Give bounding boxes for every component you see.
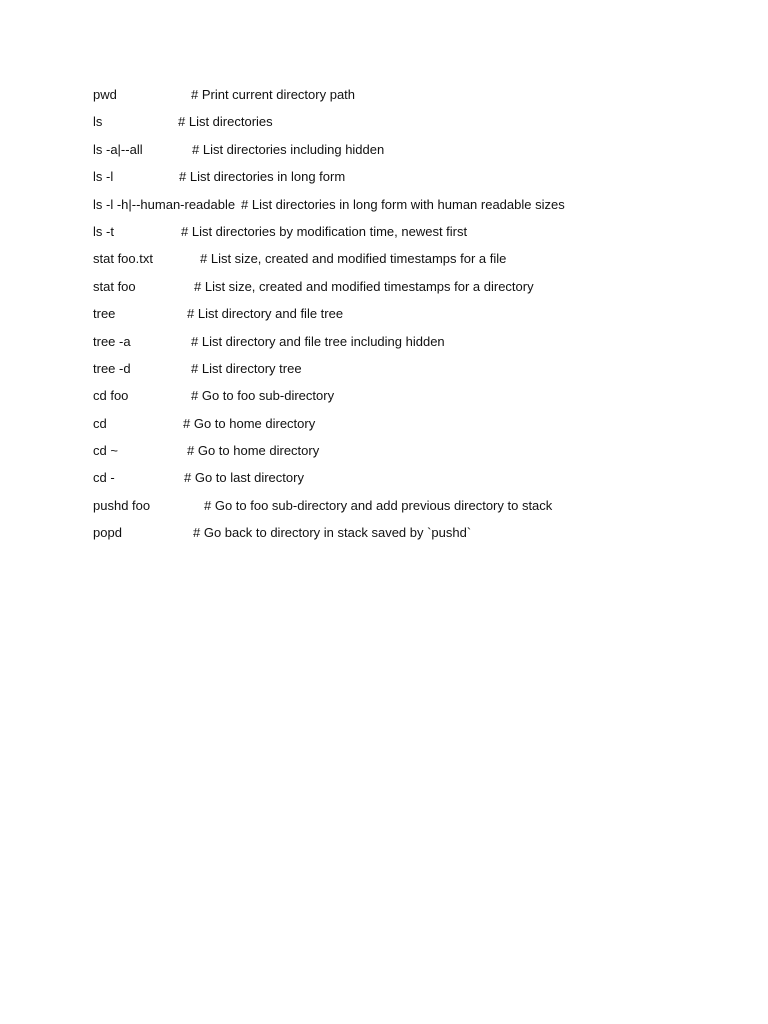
comment-text: # Go to foo sub-directory [191, 388, 335, 404]
comment-text: # List directory and file tree [187, 306, 344, 322]
command-text: pwd [93, 87, 117, 102]
command-text: popd [93, 525, 122, 541]
command-text: cd - [93, 470, 115, 486]
command-text: stat foo.txt [93, 251, 153, 267]
command-line [93, 113, 713, 140]
command-text: stat foo [93, 278, 136, 294]
command-text: cd ~ [93, 443, 118, 459]
command-line [93, 497, 713, 524]
command-line [93, 415, 713, 442]
comment-text: # List directory tree [191, 360, 302, 376]
comment-text: # List directory and file tree including hidden [191, 333, 445, 349]
command-text: pushd foo [93, 497, 151, 513]
command-text: ls -a|--all [93, 141, 143, 157]
comment-text: # Go to foo sub-directory and add previous directory to stack [204, 497, 553, 513]
command-line [93, 86, 713, 113]
command-line [93, 469, 713, 496]
command-text: ls -l [93, 169, 114, 185]
command-line [93, 333, 713, 360]
command-line [93, 387, 713, 414]
command-line [93, 196, 713, 223]
command-text: tree -a [93, 333, 131, 349]
comment-text: # Go to home directory [187, 443, 320, 459]
command-line [93, 250, 713, 277]
command-line [93, 278, 713, 305]
command-list [93, 86, 713, 552]
comment-text: # Go to home directory [183, 415, 316, 431]
comment-text: # List directories in long form [179, 169, 346, 185]
comment-text: # List directories by modification time, newest first [181, 223, 468, 239]
command-line [93, 360, 713, 387]
command-line [93, 141, 713, 168]
comment-text: # Go back to directory in stack saved by `pushd` [193, 525, 472, 541]
command-line [93, 168, 713, 195]
command-text: cd foo [93, 388, 129, 404]
comment-text: # List directories in long form with human readable sizes [241, 196, 565, 212]
comment-text: # List size, created and modified timestamps for a directory [194, 278, 534, 294]
comment-text: # List directories including hidden [192, 141, 385, 157]
command-line [93, 305, 713, 332]
comment-text: # List size, created and modified timestamps for a file [200, 251, 507, 267]
command-text: tree -d [93, 360, 131, 376]
comment-text: # Go to last directory [184, 470, 304, 486]
command-text: cd [93, 415, 107, 431]
command-text: ls [93, 114, 103, 130]
command-text: ls -l -h|--human-readable [93, 196, 236, 212]
command-line [93, 442, 713, 469]
command-line [93, 524, 713, 551]
comment-text: # Print current directory path [191, 87, 356, 102]
comment-text: # List directories [178, 114, 273, 130]
command-text: tree [93, 306, 116, 322]
command-line [93, 223, 713, 250]
command-text: ls -t [93, 223, 114, 239]
